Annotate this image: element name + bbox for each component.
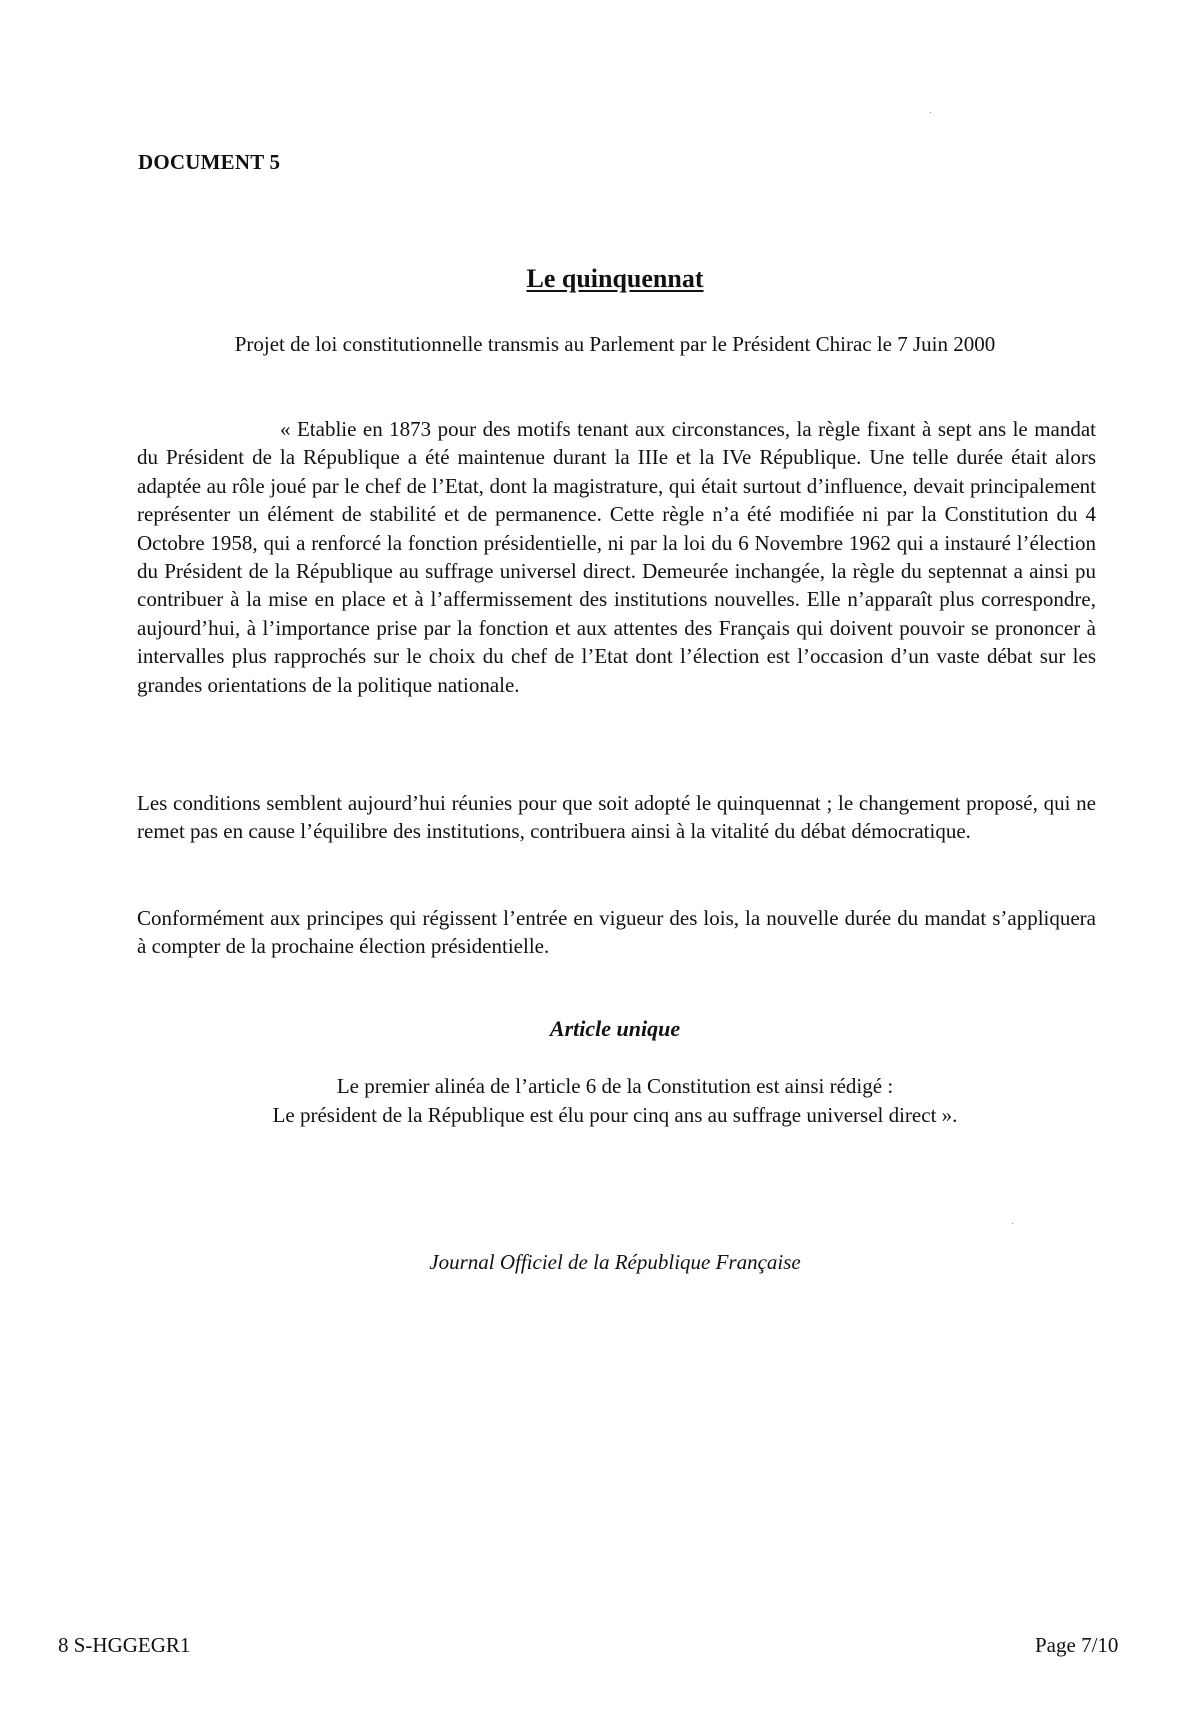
article-text xyxy=(0,1072,1198,1129)
footer-page-number: Page 7/10 xyxy=(1035,1633,1119,1657)
article-heading: Article unique xyxy=(549,1016,681,1041)
paragraph-septennat-history: « Etablie en 1873 pour des motifs tenant aux circonstances, la règle fixant à sept ans le mandat du Président de la République a été maintenue durant la IIIe et la IVe République. Une telle durée était alors adaptée au rôle joué par le chef de l’Etat, dont la magistrature, qui était surtout d’influence, devait principalement représenter un élément de stabilité et de permanence. Cette règle n’a été modifiée ni par la Constitution du 4 Octobre 1958, qui a renforcé la fonction présidentielle, ni par la loi du 6 Novembre 1962 qui a instauré l’élection du Président de la République au suffrage universel direct. Demeurée inchangée, la règle du septennat a ainsi pu contribuer à la mise en place et à l’affermissement des institutions nouvelles. Elle n’apparaît plus correspondre, aujourd’hui, à l’importance prise par la fonction et aux attentes des Français qui doivent pouvoir se prononcer à intervalles plus rapprochés sur le choix du chef de l’Etat dont l’élection est l’occasion d’un vaste débat sur les grandes orientations de la politique nationale. xyxy=(137,417,1096,697)
scan-speck xyxy=(930,112,931,113)
paragraph-conditions: Les conditions semblent aujourd’hui réunies pour que soit adopté le quinquennat ; le changement proposé, qui ne remet pas en cause l’équilibre des institutions, contribuera ainsi à la vitalité du débat démocratique. xyxy=(137,791,1096,844)
source-citation: Journal Officiel de la République Française xyxy=(429,1250,801,1274)
paragraph-entry-into-force: Conformément aux principes qui régissent l’entrée en vigueur des lois, la nouvelle durée du mandat s’appliquera à compter de la prochaine élection présidentielle. xyxy=(137,906,1096,959)
footer-document-code: 8 S-HGGEGR1 xyxy=(58,1633,191,1657)
document-title: Le quinquennat xyxy=(526,264,704,293)
document-label: DOCUMENT 5 xyxy=(138,150,281,174)
article-line-1: Le premier alinéa de l’article 6 de la Constitution est ainsi rédigé : xyxy=(336,1074,894,1098)
scan-speck xyxy=(1012,1223,1013,1224)
article-line-2: Le président de la République est élu pour cinq ans au suffrage universel direct ». xyxy=(272,1102,958,1127)
document-subtitle: Projet de loi constitutionnelle transmis au Parlement par le Président Chirac le 7 Juin 2000 xyxy=(234,332,996,356)
